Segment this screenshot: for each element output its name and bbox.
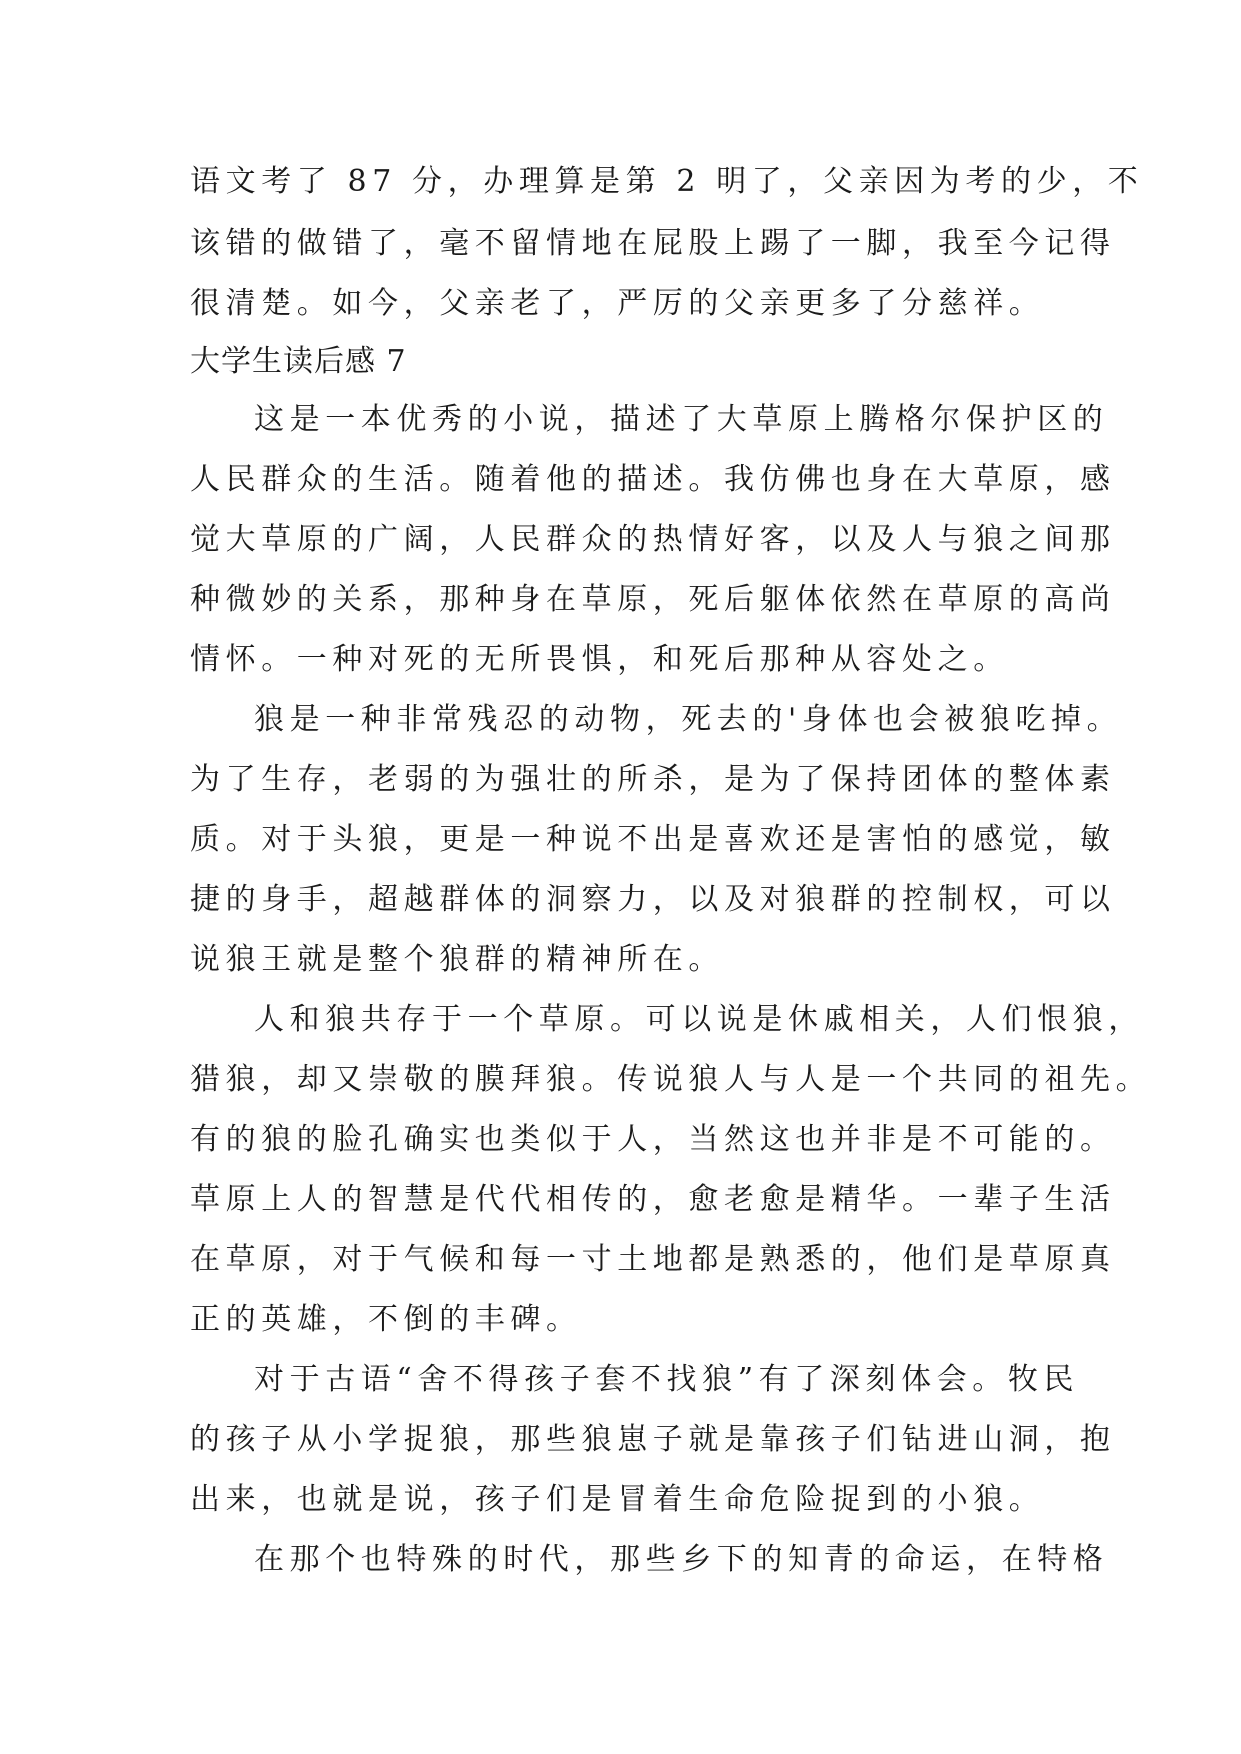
paragraph-line: 狼是一种非常残忍的动物，死去的'身体也会被狼吃掉。 bbox=[254, 702, 1123, 737]
paragraph-line: 很清楚。如今，父亲老了，严厉的父亲更多了分慈祥。 bbox=[190, 286, 1045, 321]
paragraph-line: 这是一本优秀的小说，描述了大草原上腾格尔保护区的 bbox=[254, 402, 1109, 437]
paragraph-line: 的孩子从小学捉狼，那些狼崽子就是靠孩子们钻进山洞，抱 bbox=[190, 1422, 1116, 1457]
paragraph-line: 觉大草原的广阔，人民群众的热情好客，以及人与狼之间那 bbox=[190, 522, 1116, 557]
paragraph-line: 情怀。一种对死的无所畏惧，和死后那种从容处之。 bbox=[190, 642, 1009, 677]
paragraph-line: 正的英雄，不倒的丰碑。 bbox=[190, 1302, 582, 1337]
paragraph-line: 为了生存，老弱的为强壮的所杀，是为了保持团体的整体素 bbox=[190, 762, 1116, 797]
paragraph-line: 说狼王就是整个狼群的精神所在。 bbox=[190, 942, 724, 977]
paragraph-line: 捷的身手，超越群体的洞察力，以及对狼群的控制权，可以 bbox=[190, 882, 1116, 917]
paragraph-line: 质。对于头狼，更是一种说不出是喜欢还是害怕的感觉，敏 bbox=[190, 822, 1116, 857]
paragraph-line: 人和狼共存于一个草原。可以说是休戚相关，人们恨狼， bbox=[254, 1002, 1144, 1037]
section-heading: 大学生读后感 7 bbox=[190, 344, 407, 379]
paragraph-line: 在草原，对于气候和每一寸土地都是熟悉的，他们是草原真 bbox=[190, 1242, 1116, 1277]
paragraph-line: 种微妙的关系，那种身在草原，死后躯体依然在草原的高尚 bbox=[190, 582, 1116, 617]
paragraph-line: 在那个也特殊的时代，那些乡下的知青的命运，在特格 bbox=[254, 1542, 1109, 1577]
paragraph-line: 对于古语“舍不得孩子套不找狼”有了深刻体会。牧民 bbox=[254, 1362, 1080, 1397]
paragraph-line: 语文考了 87 分，办理算是第 2 明了，父亲因为考的少，不 bbox=[190, 164, 1144, 199]
paragraph-line: 出来，也就是说，孩子们是冒着生命危险捉到的小狼。 bbox=[190, 1482, 1045, 1517]
paragraph-line: 草原上人的智慧是代代相传的，愈老愈是精华。一辈子生活 bbox=[190, 1182, 1116, 1217]
paragraph-line: 人民群众的生活。随着他的描述。我仿佛也身在大草原，感 bbox=[190, 462, 1116, 497]
paragraph-line: 该错的做错了，毫不留情地在屁股上踢了一脚，我至今记得 bbox=[190, 226, 1116, 261]
paragraph-line: 猎狼，却又崇敬的膜拜狼。传说狼人与人是一个共同的祖先。 bbox=[190, 1062, 1152, 1097]
paragraph-line: 有的狼的脸孔确实也类似于人，当然这也并非是不可能的。 bbox=[190, 1122, 1116, 1157]
